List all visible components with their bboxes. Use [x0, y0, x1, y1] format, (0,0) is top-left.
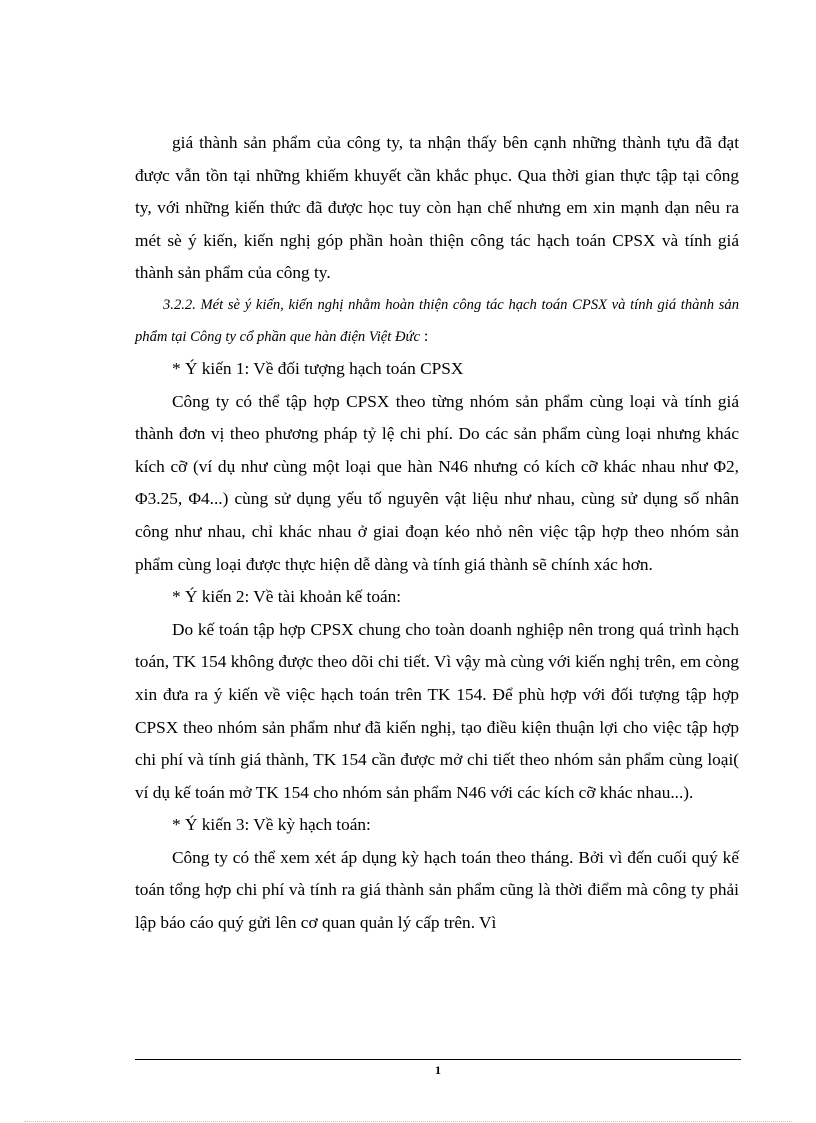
section-heading: [135, 290, 739, 353]
opinion-3-body: Công ty có thể xem xét áp dụng kỳ hạch toán theo tháng. Bởi vì đến cuối quý kế toán tổng hợp chi phí và tính ra giá thành sản phẩm cũng là thời điểm mà công ty phải lập báo cáo quý gửi lên cơ quan quản lý cấp trên. Vì: [135, 847, 739, 933]
opinion-1-title: * Ý kiến 1: Về đối tượng hạch toán CPSX: [172, 358, 464, 378]
page-number: 1: [435, 1063, 441, 1077]
page-bottom-border: [24, 1121, 792, 1122]
opinion-2-body: Do kế toán tập hợp CPSX chung cho toàn doanh nghiệp nên trong quá trình hạch toán, TK 154 không được theo dõi chi tiết. Vì vậy mà cùng với kiến nghị trên, em còng xin đưa ra ý kiến về việc hạch toán trên TK 154. Để phù hợp với đối tượng tập hợp CPSX theo nhóm sản phẩm như đã kiến nghị, tạo điều kiện thuận lợi cho việc tập hợp chi phí và tính giá thành, TK 154 cần được mở chi tiết theo nhóm sản phẩm cùng loại( ví dụ kế toán mở TK 154 cho nhóm sản phẩm N46 với các kích cỡ khác nhau...).: [135, 619, 739, 802]
section-heading-text: 3.2.2. Mét sè ý kiến, kiến nghị nhằm hoàn thiện công tác hạch toán CPSX và tính giá thành sản phẩm tại Công ty cổ phần que hàn điện Việt Đức: [135, 296, 739, 345]
opinion-2-title: * Ý kiến 2: Về tài khoản kế toán:: [172, 587, 402, 607]
section-heading-colon: :: [419, 327, 429, 345]
footer-divider: [135, 1059, 741, 1060]
intro-paragraph: giá thành sản phẩm của công ty, ta nhận thấy bên cạnh những thành tựu đã đạt được vẫn tồn tại những khiếm khuyết cần khắc phục. Qua thời gian thực tập tại công ty, với những kiến thức đã được học tuy còn hạn chế nhưng em xin mạnh dạn nêu ra mét sè ý kiến, kiến nghị góp phần hoàn thiện công tác hạch toán CPSX và tính giá thành sản phẩm của công ty.: [135, 133, 739, 283]
opinion-3-title: * Ý kiến 3: Về kỳ hạch toán:: [172, 815, 371, 835]
opinion-1-body: Công ty có thể tập hợp CPSX theo từng nhóm sản phẩm cùng loại và tính giá thành đơn vị theo phương pháp tỷ lệ chi phí. Do các sản phẩm cùng loại nhưng khác kích cỡ (ví dụ như cùng một loại que hàn N46 nhưng có kích cỡ khác nhau như Φ2, Φ3.25, Φ4...) cùng sử dụng yếu tố nguyên vật liệu như nhau, cùng sử dụng số nhân công như nhau, chỉ khác nhau ở giai đoạn kéo nhỏ nên việc tập hợp theo nhóm sản phẩm cùng loại được thực hiện dễ dàng và tính giá thành sẽ chính xác hơn.: [135, 391, 739, 574]
body-text: [135, 127, 739, 940]
